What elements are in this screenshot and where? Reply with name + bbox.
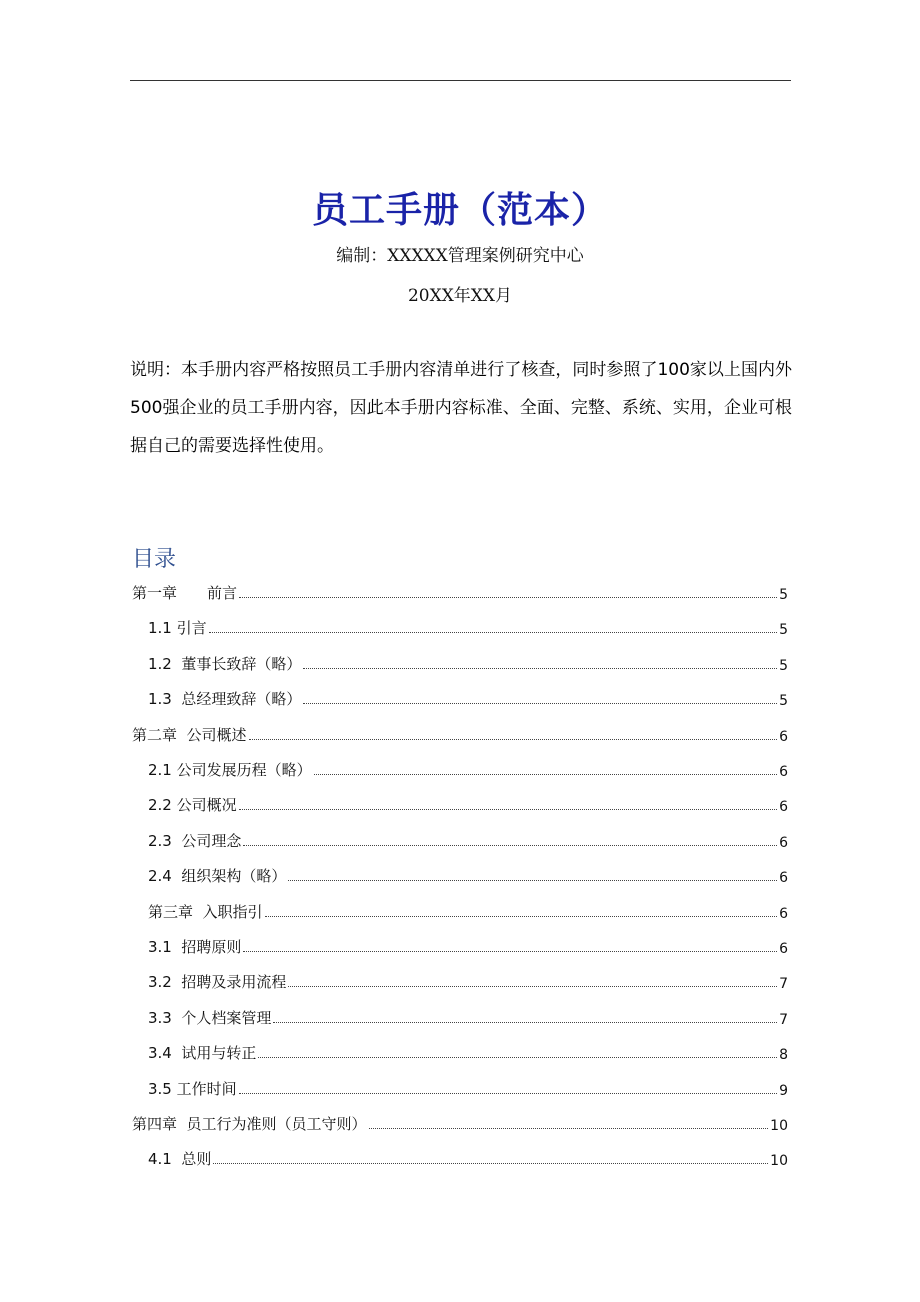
toc-entry-label: [148, 971, 286, 992]
toc-dot-leader: [209, 632, 777, 633]
toc-entry-text: 总则: [171, 1150, 212, 1169]
toc-entry-number: 3.4: [148, 1044, 172, 1063]
toc-entry-number: 2.1: [148, 761, 172, 779]
toc-entry-label: [148, 1078, 237, 1099]
toc-dot-leader: [303, 703, 777, 704]
toc-entry-text: 第一章 前言: [132, 584, 238, 602]
toc-entry[interactable]: [148, 1041, 788, 1063]
toc-entry-page: 10: [770, 1153, 788, 1170]
toc-entry-page: 6: [779, 870, 788, 887]
toc-dot-leader: [258, 1057, 777, 1058]
toc-entry-number: 3.2: [148, 973, 172, 992]
toc-entry-number: 1.2: [148, 654, 172, 673]
document-title: 员工手册（范本）: [311, 190, 608, 231]
toc-entry-text: 第二章 公司概述: [132, 725, 247, 744]
toc-entry-page: 5: [779, 587, 788, 603]
toc-entry-text: 第四章 员工行为准则（员工守则）: [132, 1115, 367, 1133]
toc-entry-text: 董事长致辞（略）: [171, 654, 302, 673]
note-paragraph: 说明：本手册内容严格按照员工手册内容清单进行了核查，同时参照了100家以上国内外500强企业的员工手册内容，因此本手册内容标准、全面、完整、系统、实用，企业可根据自己的需要选择性使用。: [130, 360, 792, 456]
toc-entry-number: 1.3: [148, 690, 172, 709]
toc-entry-number: 2.2: [148, 796, 172, 815]
toc-entry-number: 1.1: [148, 619, 172, 638]
toc-entry-page: 6: [779, 834, 788, 851]
toc-dot-leader: [288, 986, 777, 987]
toc-entry[interactable]: [148, 900, 788, 922]
toc-entry-text: 总经理致辞（略）: [171, 690, 302, 709]
toc-entry-label: [148, 759, 312, 780]
toc-entry[interactable]: [148, 829, 788, 851]
toc-entry[interactable]: [132, 1112, 788, 1134]
toc-entry[interactable]: [148, 793, 788, 815]
toc-dot-leader: [239, 1093, 777, 1094]
toc-dot-leader: [288, 880, 777, 881]
toc-dot-leader: [243, 845, 777, 846]
toc-entry[interactable]: [132, 723, 788, 745]
toc-entry-page: 8: [779, 1047, 788, 1064]
toc-entry[interactable]: [148, 687, 788, 709]
toc-entry-label: [132, 1113, 367, 1134]
toc-entry[interactable]: [148, 970, 788, 992]
toc-entry-text: 工作时间: [171, 1079, 237, 1098]
toc-entry[interactable]: [148, 864, 788, 886]
date-line: 20XX年XX月: [407, 286, 513, 306]
toc-entry[interactable]: [148, 1077, 788, 1099]
toc-entry-page: 9: [779, 1082, 788, 1099]
toc-entry-page: 10: [770, 1118, 788, 1134]
toc-entry-page: 5: [779, 622, 788, 639]
toc-entry[interactable]: [148, 935, 788, 957]
toc-entry-label: [148, 1007, 271, 1028]
toc-entry-page: 7: [779, 1011, 788, 1028]
toc-entry-text: 第三章 入职指引: [148, 902, 263, 921]
toc-entry-label: [148, 617, 207, 638]
toc-entry-text: 招聘及录用流程: [171, 973, 287, 992]
toc-dot-leader: [314, 774, 777, 775]
toc-entry-label: [148, 1042, 256, 1063]
toc-dot-leader: [303, 668, 777, 669]
toc-entry-label: [132, 724, 247, 745]
toc-entry-page: 6: [779, 764, 788, 780]
toc-entry-page: 6: [779, 799, 788, 816]
toc-entry-label: [148, 865, 286, 886]
header-rule: [130, 80, 791, 81]
toc-entry-page: 5: [779, 693, 788, 710]
toc-dot-leader: [273, 1022, 777, 1023]
toc-dot-leader: [265, 916, 778, 917]
toc-dot-leader: [249, 739, 778, 740]
toc-entry-text: 公司理念: [171, 831, 242, 850]
toc-entry-label: [148, 901, 263, 922]
toc-entry-page: 6: [779, 941, 788, 957]
toc-entry-label: [148, 1148, 211, 1169]
toc-dot-leader: [369, 1128, 769, 1129]
toc-entry-label: [132, 582, 237, 603]
toc-dot-leader: [243, 951, 777, 952]
toc-entry[interactable]: [148, 652, 788, 674]
toc-entry-page: 6: [779, 905, 788, 922]
toc-entry-number: 3.1: [148, 938, 172, 956]
toc-entry-text: 组织架构（略）: [171, 867, 287, 886]
toc-entry-label: [148, 653, 301, 674]
toc-entry-number: 3.3: [148, 1008, 172, 1027]
toc-entry-page: 5: [779, 657, 788, 674]
toc-entry-number: 2.3: [148, 831, 172, 850]
toc-dot-leader: [239, 597, 777, 598]
toc-entry[interactable]: [132, 581, 788, 603]
toc-entry-text: 个人档案管理: [171, 1008, 272, 1027]
toc-entry-label: [148, 794, 237, 815]
toc-entry-number: 4.1: [148, 1150, 172, 1169]
toc-entry-text: 引言: [171, 619, 207, 638]
toc-entry[interactable]: [148, 1006, 788, 1028]
toc-entry-page: 6: [779, 728, 788, 745]
toc-entry-page: 7: [779, 976, 788, 993]
toc-entry[interactable]: [148, 758, 788, 780]
toc-heading: 目录: [132, 547, 177, 572]
toc-dot-leader: [239, 809, 777, 810]
compiler-line: 编制：XXXXX管理案例研究中心: [336, 246, 584, 266]
toc-dot-leader: [213, 1163, 768, 1164]
toc-entry[interactable]: [148, 1147, 788, 1169]
toc-entry-number: 2.4: [148, 867, 172, 886]
toc-entry-label: [148, 830, 241, 851]
toc-entry-text: 公司发展历程（略）: [171, 761, 312, 779]
toc-entry-text: 招聘原则: [171, 938, 242, 956]
toc-entry[interactable]: [148, 616, 788, 638]
toc-entry-text: 试用与转正: [171, 1044, 257, 1063]
toc-entry-number: 3.5: [148, 1079, 172, 1098]
toc-entry-label: [148, 688, 301, 709]
toc-entry-text: 公司概况: [171, 796, 237, 815]
toc-entry-label: [148, 936, 241, 957]
